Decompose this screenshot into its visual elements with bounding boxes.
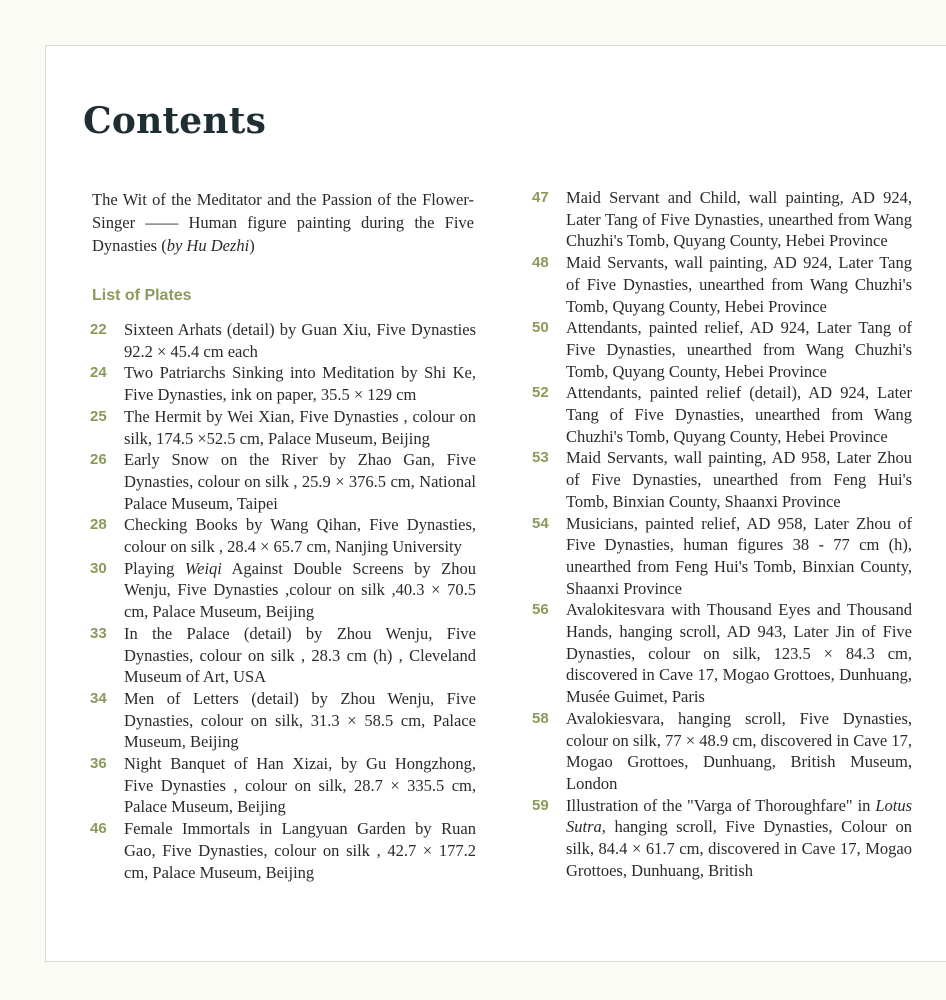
plate-entry xyxy=(90,514,476,557)
plate-number: 22 xyxy=(90,321,107,338)
plate-entry xyxy=(90,449,476,514)
plate-number: 30 xyxy=(90,559,107,577)
intro-text: The Wit of the Meditator and the Passion of the Flower-Singer —— Human figure painting during the Five Dynasties ( xyxy=(92,190,474,255)
plate-number: 24 xyxy=(90,364,107,382)
plate-number: 46 xyxy=(90,820,107,838)
plate-description: In the Palace (detail) by Zhou Wenju, Five Dynasties, colour on silk , 28.3 cm (h) , Cleveland Museum of Art, USA xyxy=(124,623,476,687)
page-title: Contents xyxy=(83,100,267,142)
intro-close: ) xyxy=(249,236,255,255)
plate-entry xyxy=(532,187,912,252)
plate-description: Sixteen Arhats (detail) by Guan Xiu, Five Dynasties 92.2 × 45.4 cm each xyxy=(124,320,476,361)
plate-description: Night Banquet of Han Xizai, by Gu Hongzhong, Five Dynasties , colour on silk, 28.7 × 335.5 cm, Palace Museum, Beijing xyxy=(124,754,476,817)
plate-entry xyxy=(90,319,476,362)
plate-description: Avalokitesvara with Thousand Eyes and Thousand Hands, hanging scroll, AD 943, Later Jin of Five Dynasties, colour on silk, 123.5 × 84.3 cm, discovered in Cave 17, Mogao Grottoes, Dunhuang, Musée Guimet, Paris xyxy=(566,600,912,707)
plate-number: 59 xyxy=(532,796,549,814)
plate-description: Avalokiesvara, hanging scroll, Five Dynasties, colour on silk, 77 × 48.9 cm, discovered in Cave 17, Mogao Grottoes, Dunhuang, British Museum, London xyxy=(566,708,912,793)
plate-description: Maid Servants, wall painting, AD 958, Later Zhou of Five Dynasties, unearthed from Feng Hui's Tomb, Binxian County, Shaanxi Province xyxy=(566,448,912,511)
plate-entry xyxy=(532,447,912,512)
plate-description: Two Patriarchs Sinking into Meditation by Shi Ke, Five Dynasties, ink on paper, 35.5 × 129 cm xyxy=(124,363,476,405)
plate-description: Men of Letters (detail) by Zhou Wenju, Five Dynasties, colour on silk, 31.3 × 58.5 cm, Palace Museum, Beijing xyxy=(124,688,476,752)
intro-author: by Hu Dezhi xyxy=(166,236,250,255)
plate-entry xyxy=(90,818,476,883)
plate-number: 48 xyxy=(532,254,549,272)
plates-column-left xyxy=(90,319,476,883)
plate-description: The Hermit by Wei Xian, Five Dynasties , colour on silk, 174.5 ×52.5 cm, Palace Museum, Beijing xyxy=(124,406,476,448)
plate-number: 53 xyxy=(532,449,549,467)
plate-description: Maid Servant and Child, wall painting, AD 924, Later Tang of Five Dynasties, unearthed from Wang Chuzhi's Tomb, Quyang County, Hebei Province xyxy=(566,188,912,251)
plate-description: Female Immortals in Langyuan Garden by Ruan Gao, Five Dynasties, colour on silk , 42.7 × 177.2 cm, Palace Museum, Beijing xyxy=(124,819,476,882)
plate-number: 56 xyxy=(532,601,549,619)
plate-number: 54 xyxy=(532,514,549,532)
plate-entry xyxy=(90,362,476,405)
plate-entry xyxy=(90,753,476,818)
plate-entry xyxy=(532,317,912,382)
plate-description: Attendants, painted relief (detail), AD 924, Later Tang of Five Dynasties, unearthed from Wang Chuzhi's Tomb, Quyang County, Hebei Province xyxy=(566,383,912,446)
plate-description: Attendants, painted relief, AD 924, Later Tang of Five Dynasties, unearthed from Wang Chuzhi's Tomb, Quyang County, Hebei Province xyxy=(566,318,912,381)
plate-entry xyxy=(532,513,912,600)
plate-description: Checking Books by Wang Qihan, Five Dynasties, colour on silk , 28.4 × 65.7 cm, Nanjing University xyxy=(124,515,476,557)
plates-column-right xyxy=(532,187,912,882)
plate-entry xyxy=(532,708,912,795)
plate-entry xyxy=(90,406,476,449)
plate-entry xyxy=(532,795,912,882)
plate-number: 33 xyxy=(90,624,107,642)
plate-entry xyxy=(532,252,912,317)
plate-number: 26 xyxy=(90,451,107,469)
plate-description: Maid Servants, wall painting, AD 924, Later Tang of Five Dynasties, unearthed from Wang Chuzhi's Tomb, Quyang County, Hebei Province xyxy=(566,253,912,316)
plate-number: 47 xyxy=(532,189,549,206)
plate-description: Illustration of the "Varga of Thoroughfare" in Lotus Sutra, hanging scroll, Five Dynasties, Colour on silk, 84.4 × 61.7 cm, discovered in Cave 17, Mogao Grottoes, Dunhuang, British xyxy=(566,795,912,880)
plate-number: 34 xyxy=(90,689,107,707)
plate-entry xyxy=(532,382,912,447)
plate-entry xyxy=(90,688,476,753)
plate-entry xyxy=(532,599,912,708)
plate-number: 50 xyxy=(532,319,549,337)
plate-entry xyxy=(90,623,476,688)
plate-number: 52 xyxy=(532,384,549,402)
plate-description: Early Snow on the River by Zhao Gan, Five Dynasties, colour on silk , 25.9 × 376.5 cm, National Palace Museum, Taipei xyxy=(124,450,476,513)
plate-number: 36 xyxy=(90,755,107,773)
plate-description: Musicians, painted relief, AD 958, Later Zhou of Five Dynasties, human figures 38 - 77 cm (h), unearthed from Feng Hui's Tomb, Binxian County, Shaanxi Province xyxy=(566,513,912,598)
intro-essay-entry xyxy=(92,188,474,257)
plate-entry xyxy=(90,558,476,623)
plate-number: 58 xyxy=(532,709,549,727)
list-of-plates-heading: List of Plates xyxy=(92,287,192,304)
plate-description: Playing Weiqi Against Double Screens by Zhou Wenju, Five Dynasties ,colour on silk ,40.3 × 70.5 cm, Palace Museum, Beijing xyxy=(124,558,477,622)
plate-number: 25 xyxy=(90,407,107,425)
plate-number: 28 xyxy=(90,516,107,534)
